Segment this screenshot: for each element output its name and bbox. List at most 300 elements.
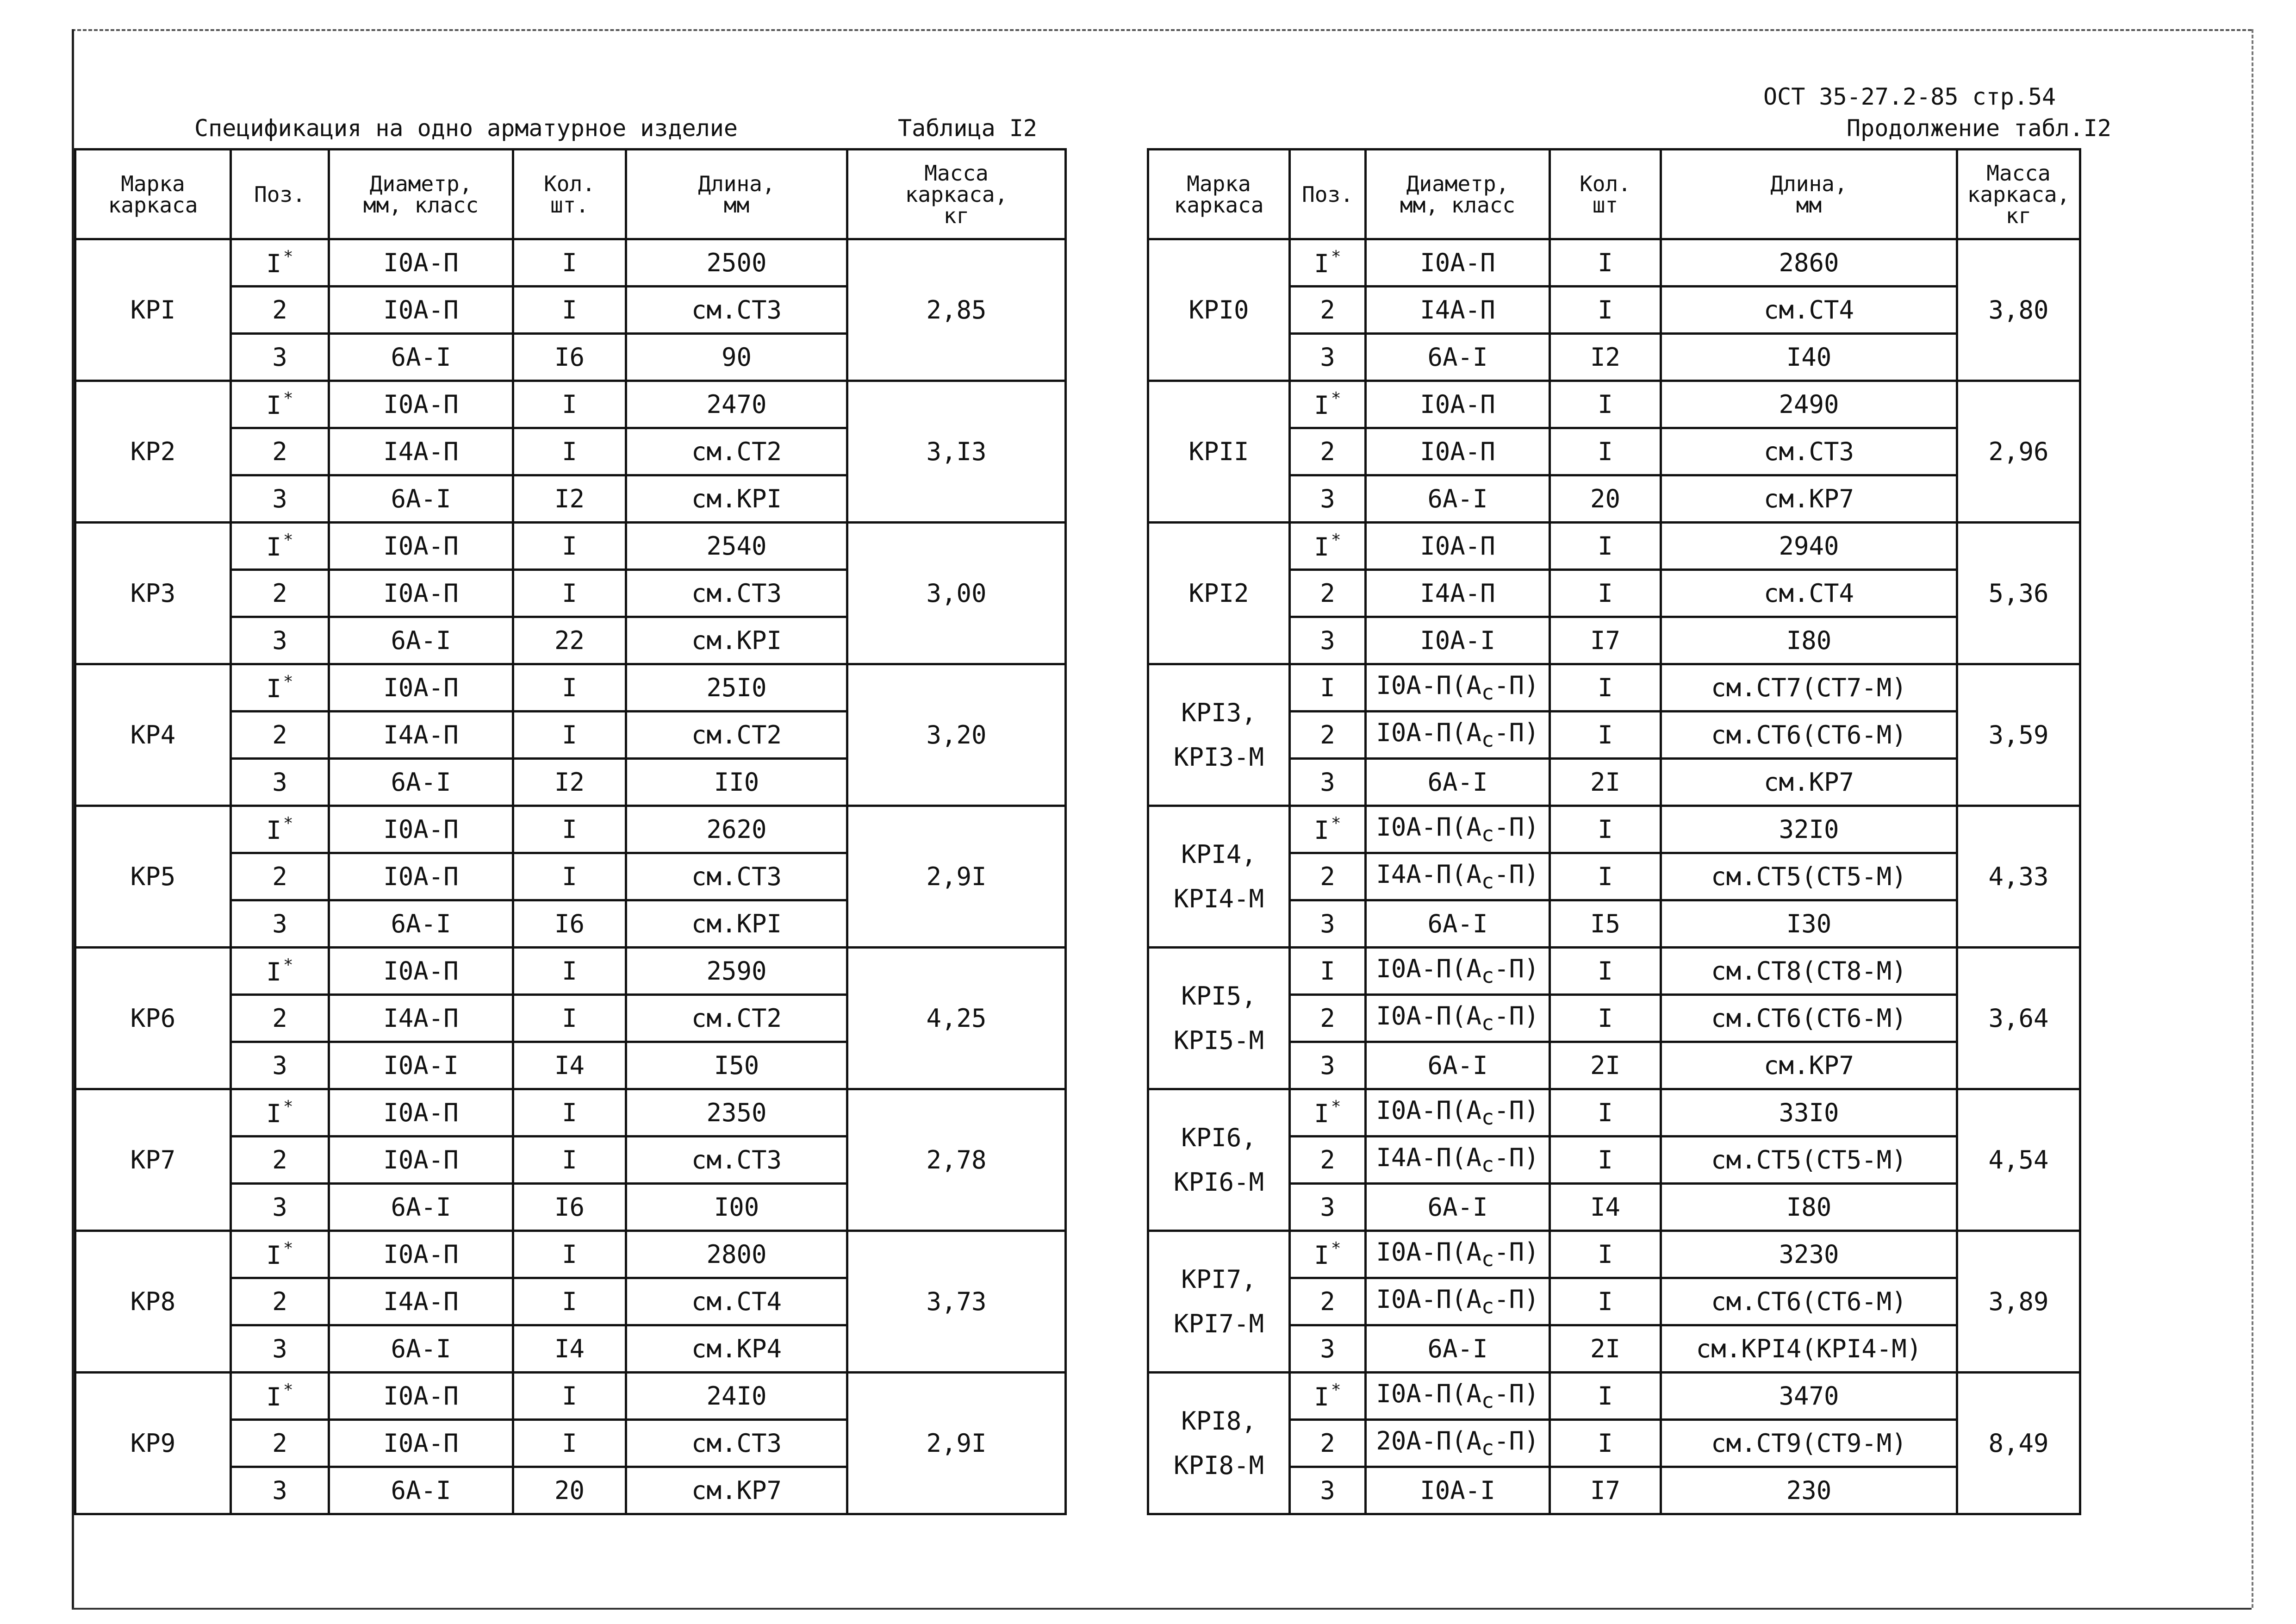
- diameter-class: I0А-П: [383, 1381, 459, 1411]
- diameter-class: I0А-П: [383, 248, 459, 277]
- length-cell: см.КРI: [626, 617, 847, 664]
- diameter-class: I0А-П(А: [1376, 1237, 1481, 1267]
- quantity-cell: I7: [1550, 1467, 1661, 1514]
- diameter-class: 6А-I: [391, 1334, 451, 1363]
- diameter-class-cell: [329, 523, 513, 570]
- position-number: I: [266, 1241, 281, 1270]
- quantity-cell: I: [1550, 1278, 1661, 1325]
- diameter-class: 20А-П(А: [1376, 1426, 1481, 1456]
- position-cell: [1290, 1089, 1366, 1137]
- col-header-mass: Масса каркаса, кг: [1957, 150, 2080, 239]
- frame-right-border: [2252, 29, 2253, 1608]
- position-cell: [231, 1089, 329, 1137]
- table-row: [1148, 664, 2080, 712]
- diameter-class: I0А-I: [1420, 626, 1495, 655]
- length-cell: 230: [1661, 1467, 1957, 1514]
- position-number: I: [1314, 816, 1329, 845]
- position-number: 2: [272, 1287, 287, 1316]
- table-row: [75, 1231, 1066, 1278]
- quantity-cell: I: [1550, 1420, 1661, 1467]
- diameter-class-tail: -П): [1494, 1285, 1539, 1314]
- frame-mark-label: КРI0: [1188, 295, 1249, 325]
- position-number: I: [266, 1382, 281, 1412]
- diameter-class: 6А-I: [391, 1476, 451, 1505]
- diameter-class: I4А-П: [383, 1004, 459, 1033]
- position-cell: [1290, 475, 1366, 523]
- position-number: I: [1314, 1241, 1329, 1270]
- frame-mass-cell: 3,73: [847, 1231, 1066, 1373]
- frame-mark-cell: [75, 1231, 231, 1373]
- position-cell: [231, 239, 329, 287]
- quantity-cell: I2: [1550, 334, 1661, 381]
- diameter-class-cell: [329, 428, 513, 475]
- diameter-class-tail: -П): [1494, 860, 1539, 889]
- length-cell: см.СТ3: [626, 1137, 847, 1184]
- position-number: I: [1320, 673, 1335, 702]
- length-cell: 90: [626, 334, 847, 381]
- length-cell: II0: [626, 759, 847, 806]
- position-number: 2: [272, 1145, 287, 1174]
- position-cell: [231, 664, 329, 712]
- position-number: 3: [1320, 484, 1335, 513]
- document-reference: ОСТ 35-27.2-85 стр.54: [1763, 83, 2056, 110]
- frame-mark-label: КР4: [130, 720, 176, 750]
- position-number: 2: [272, 437, 287, 466]
- diameter-class-cell: [329, 900, 513, 948]
- length-cell: I80: [1661, 1184, 1957, 1231]
- position-number: 2: [272, 1429, 287, 1458]
- steel-class-subscript: с: [1481, 1388, 1494, 1413]
- diameter-class: I0А-I: [383, 1051, 459, 1080]
- length-cell: 2590: [626, 948, 847, 995]
- col-header-mass: Масса каркаса, кг: [847, 150, 1066, 239]
- quantity-cell: I: [513, 1137, 626, 1184]
- col-header-pos: Поз.: [1290, 150, 1366, 239]
- steel-class-subscript: с: [1481, 1010, 1494, 1035]
- diameter-class-cell: [1366, 1042, 1550, 1089]
- length-cell: см.СТ2: [626, 712, 847, 759]
- diameter-class: 6А-I: [391, 484, 451, 513]
- frame-mass-cell: 3,80: [1957, 239, 2080, 381]
- frame-mass-cell: 4,54: [1957, 1089, 2080, 1231]
- diameter-class-cell: [1366, 900, 1550, 948]
- frame-mark-label: КР2: [130, 437, 176, 466]
- length-cell: см.КР7: [1661, 759, 1957, 806]
- position-number: I: [1314, 1099, 1329, 1128]
- frame-mark-label: КРI4,: [1181, 839, 1257, 869]
- frame-top-border: [72, 29, 2252, 31]
- spec-table-left: [74, 148, 1067, 1515]
- position-cell: [1290, 948, 1366, 995]
- position-cell: [1290, 900, 1366, 948]
- frame-mark-cell: [75, 1373, 231, 1514]
- quantity-cell: I6: [513, 334, 626, 381]
- diameter-class-cell: [1366, 1278, 1550, 1325]
- diameter-class: I4А-П: [383, 720, 459, 750]
- frame-mass-cell: 2,96: [1957, 381, 2080, 523]
- diameter-class: I0А-П(А: [1376, 1379, 1481, 1409]
- diameter-class: I0А-П(А: [1376, 671, 1481, 700]
- position-cell: [231, 1467, 329, 1514]
- position-number: 3: [272, 626, 287, 655]
- quantity-cell: I: [513, 995, 626, 1042]
- position-number: 2: [1320, 1004, 1335, 1033]
- diameter-class: I0А-П(А: [1376, 812, 1481, 842]
- quantity-cell: I: [1550, 1137, 1661, 1184]
- length-cell: см.КРI4(КРI4-М): [1661, 1325, 1957, 1373]
- frame-mark-label: КРI6,: [1181, 1123, 1257, 1152]
- diameter-class-cell: [329, 287, 513, 334]
- quantity-cell: I: [1550, 1373, 1661, 1420]
- diameter-class-cell: [329, 853, 513, 900]
- diameter-class-cell: [1366, 381, 1550, 428]
- position-number: I: [266, 532, 281, 562]
- diameter-class: 6А-I: [1427, 484, 1488, 513]
- frame-mass-cell: 2,9I: [847, 1373, 1066, 1514]
- quantity-cell: I: [513, 570, 626, 617]
- diameter-class: I0А-П: [383, 956, 459, 986]
- left-table-title: Спецификация на одно арматурное изделие: [194, 115, 738, 142]
- position-cell: [231, 1420, 329, 1467]
- position-cell: [1290, 806, 1366, 853]
- diameter-class-tail: -П): [1494, 1143, 1539, 1173]
- frame-mark-cell: [1148, 1373, 1290, 1514]
- position-number: 3: [1320, 1051, 1335, 1080]
- diameter-class-cell: [329, 1137, 513, 1184]
- position-cell: [1290, 1184, 1366, 1231]
- position-cell: [1290, 1325, 1366, 1373]
- right-table-body: [1148, 239, 2080, 1514]
- col-header-mark: Марка каркаса: [75, 150, 231, 239]
- length-cell: 2860: [1661, 239, 1957, 287]
- length-cell: см.СТ5(СТ5-М): [1661, 853, 1957, 900]
- length-cell: 25I0: [626, 664, 847, 712]
- length-cell: см.КР7: [1661, 1042, 1957, 1089]
- steel-class-subscript: с: [1481, 868, 1494, 893]
- position-number: 2: [1320, 1429, 1335, 1458]
- diameter-class: I0А-П(А: [1376, 1096, 1481, 1125]
- diameter-class-cell: [329, 475, 513, 523]
- position-cell: [1290, 664, 1366, 712]
- asterisk-mark: *: [1331, 1239, 1341, 1258]
- table-row: [1148, 1089, 2080, 1137]
- diameter-class-cell: [1366, 806, 1550, 853]
- length-cell: I80: [1661, 617, 1957, 664]
- table-row: [1148, 523, 2080, 570]
- position-cell: [231, 1373, 329, 1420]
- quantity-cell: 2I: [1550, 759, 1661, 806]
- diameter-class: I0А-П: [383, 815, 459, 844]
- table-row: [1148, 806, 2080, 853]
- steel-class-subscript: с: [1481, 963, 1494, 988]
- quantity-cell: I2: [513, 759, 626, 806]
- quantity-cell: I: [1550, 428, 1661, 475]
- diameter-class-cell: [1366, 428, 1550, 475]
- diameter-class: I0А-П: [383, 531, 459, 561]
- position-cell: [1290, 381, 1366, 428]
- steel-class-subscript: с: [1481, 1152, 1494, 1177]
- diameter-class-tail: -П): [1494, 718, 1539, 748]
- diameter-class-cell: [329, 570, 513, 617]
- diameter-class-cell: [1366, 239, 1550, 287]
- frame-mark-cell: [1148, 239, 1290, 381]
- position-cell: [1290, 334, 1366, 381]
- asterisk-mark: *: [1331, 814, 1341, 833]
- asterisk-mark: *: [283, 672, 293, 691]
- diameter-class-tail: -П): [1494, 1426, 1539, 1456]
- diameter-class-tail: -П): [1494, 1379, 1539, 1409]
- diameter-class: I4А-П(А: [1376, 860, 1481, 889]
- diameter-class-cell: [1366, 287, 1550, 334]
- position-number: 2: [1320, 437, 1335, 466]
- quantity-cell: I: [513, 1231, 626, 1278]
- frame-bottom-border: [72, 1608, 2252, 1610]
- position-number: 3: [272, 768, 287, 797]
- diameter-class-tail: -П): [1494, 671, 1539, 700]
- length-cell: 33I0: [1661, 1089, 1957, 1137]
- diameter-class: 6А-I: [391, 343, 451, 372]
- diameter-class: I0А-П: [383, 1145, 459, 1174]
- position-number: I: [1314, 1382, 1329, 1412]
- quantity-cell: 22: [513, 617, 626, 664]
- diameter-class-cell: [329, 759, 513, 806]
- right-table-label: Продолжение табл.I2: [1847, 115, 2111, 142]
- quantity-cell: I4: [513, 1325, 626, 1373]
- diameter-class-cell: [1366, 523, 1550, 570]
- diameter-class: 6А-I: [1427, 909, 1488, 938]
- quantity-cell: I: [513, 1373, 626, 1420]
- frame-mark-label: КР6: [130, 1003, 176, 1033]
- quantity-cell: I: [1550, 664, 1661, 712]
- diameter-class-cell: [1366, 1467, 1550, 1514]
- position-cell: [231, 948, 329, 995]
- length-cell: I50: [626, 1042, 847, 1089]
- quantity-cell: I: [513, 948, 626, 995]
- frame-mass-cell: 2,85: [847, 239, 1066, 381]
- length-cell: см.СТ6(СТ6-М): [1661, 712, 1957, 759]
- diameter-class-cell: [329, 664, 513, 712]
- asterisk-mark: *: [283, 1239, 293, 1258]
- diameter-class-tail: -П): [1494, 1096, 1539, 1125]
- position-cell: [231, 523, 329, 570]
- position-cell: [231, 1137, 329, 1184]
- quantity-cell: I: [1550, 806, 1661, 853]
- diameter-class: I0А-П: [383, 579, 459, 608]
- diameter-class-cell: [329, 1420, 513, 1467]
- frame-mass-cell: 3,59: [1957, 664, 2080, 806]
- position-cell: [1290, 239, 1366, 287]
- frame-mass-cell: 4,33: [1957, 806, 2080, 948]
- diameter-class: 6А-I: [1427, 343, 1488, 372]
- asterisk-mark: *: [283, 247, 293, 266]
- diameter-class: I0А-П: [383, 1429, 459, 1458]
- frame-mark-cell: [1148, 381, 1290, 523]
- diameter-class-cell: [329, 948, 513, 995]
- spec-table-right: [1147, 148, 2081, 1515]
- diameter-class-cell: [1366, 475, 1550, 523]
- frame-mass-cell: 5,36: [1957, 523, 2080, 664]
- quantity-cell: I: [513, 806, 626, 853]
- quantity-cell: 20: [513, 1467, 626, 1514]
- position-cell: [231, 1278, 329, 1325]
- quantity-cell: I: [513, 853, 626, 900]
- frame-mark-cell: [75, 523, 231, 664]
- diameter-class-tail: -П): [1494, 1001, 1539, 1031]
- frame-mass-cell: 3,I3: [847, 381, 1066, 523]
- position-number: 3: [272, 484, 287, 513]
- diameter-class: I0А-П: [383, 1098, 459, 1127]
- diameter-class-cell: [1366, 1137, 1550, 1184]
- diameter-class-cell: [329, 334, 513, 381]
- diameter-class: I0А-П: [1420, 437, 1495, 466]
- position-number: 2: [1320, 720, 1335, 750]
- position-cell: [1290, 428, 1366, 475]
- position-number: 2: [272, 579, 287, 608]
- length-cell: см.СТ5(СТ5-М): [1661, 1137, 1957, 1184]
- position-number: I: [1314, 391, 1329, 420]
- quantity-cell: I: [513, 287, 626, 334]
- col-header-diameter: Диаметр, мм, класс: [1366, 150, 1550, 239]
- diameter-class-cell: [329, 1231, 513, 1278]
- diameter-class-cell: [329, 995, 513, 1042]
- quantity-cell: I: [1550, 948, 1661, 995]
- diameter-class-cell: [1366, 1231, 1550, 1278]
- position-cell: [1290, 523, 1366, 570]
- position-cell: [231, 428, 329, 475]
- frame-mass-cell: 3,64: [1957, 948, 2080, 1089]
- frame-mark-label: КРII: [1188, 437, 1249, 466]
- quantity-cell: I2: [513, 475, 626, 523]
- diameter-class-cell: [1366, 1089, 1550, 1137]
- frame-mark-label: КРI5-М: [1173, 1025, 1264, 1055]
- length-cell: 24I0: [626, 1373, 847, 1420]
- length-cell: I30: [1661, 900, 1957, 948]
- table-header-row: [1148, 150, 2080, 239]
- quantity-cell: I: [513, 664, 626, 712]
- diameter-class-cell: [329, 712, 513, 759]
- length-cell: 2800: [626, 1231, 847, 1278]
- position-cell: [231, 475, 329, 523]
- length-cell: 2490: [1661, 381, 1957, 428]
- frame-mass-cell: 3,20: [847, 664, 1066, 806]
- length-cell: см.КР4: [626, 1325, 847, 1373]
- diameter-class-tail: -П): [1494, 954, 1539, 984]
- quantity-cell: I6: [513, 900, 626, 948]
- position-cell: [231, 617, 329, 664]
- position-number: 2: [272, 295, 287, 325]
- position-number: 3: [272, 1476, 287, 1505]
- diameter-class: 6А-I: [391, 909, 451, 938]
- position-number: I: [266, 816, 281, 845]
- asterisk-mark: *: [283, 956, 293, 974]
- quantity-cell: I5: [1550, 900, 1661, 948]
- length-cell: 2620: [626, 806, 847, 853]
- position-number: 2: [272, 1004, 287, 1033]
- table-row: [75, 806, 1066, 853]
- diameter-class-tail: -П): [1494, 812, 1539, 842]
- frame-mass-cell: 3,00: [847, 523, 1066, 664]
- diameter-class-cell: [1366, 664, 1550, 712]
- col-header-quantity: Кол. шт.: [513, 150, 626, 239]
- length-cell: см.СТ4: [626, 1278, 847, 1325]
- diameter-class-cell: [329, 1184, 513, 1231]
- position-number: 3: [1320, 909, 1335, 938]
- col-header-length: Длина, мм: [626, 150, 847, 239]
- diameter-class: I0А-П(А: [1376, 718, 1481, 748]
- length-cell: см.КРI: [626, 475, 847, 523]
- asterisk-mark: *: [283, 531, 293, 550]
- table-row: [75, 1089, 1066, 1137]
- quantity-cell: I: [1550, 523, 1661, 570]
- frame-mark-cell: [1148, 948, 1290, 1089]
- quantity-cell: I: [1550, 287, 1661, 334]
- position-number: 3: [1320, 343, 1335, 372]
- diameter-class-cell: [329, 1278, 513, 1325]
- position-number: 2: [1320, 1145, 1335, 1174]
- asterisk-mark: *: [283, 814, 293, 833]
- length-cell: см.СТ4: [1661, 287, 1957, 334]
- position-number: I: [1320, 956, 1335, 986]
- position-cell: [231, 334, 329, 381]
- position-cell: [231, 1184, 329, 1231]
- position-cell: [231, 570, 329, 617]
- frame-mark-label: КРI7-М: [1173, 1309, 1264, 1338]
- length-cell: 32I0: [1661, 806, 1957, 853]
- position-cell: [1290, 1467, 1366, 1514]
- quantity-cell: I: [1550, 239, 1661, 287]
- col-header-diameter: Диаметр, мм, класс: [329, 150, 513, 239]
- frame-mark-label: КРI7,: [1181, 1264, 1257, 1294]
- diameter-class-cell: [1366, 570, 1550, 617]
- asterisk-mark: *: [1331, 1380, 1341, 1399]
- steel-class-subscript: с: [1481, 727, 1494, 752]
- frame-mass-cell: 8,49: [1957, 1373, 2080, 1514]
- length-cell: 2940: [1661, 523, 1957, 570]
- length-cell: см.КРI: [626, 900, 847, 948]
- length-cell: I00: [626, 1184, 847, 1231]
- position-number: 2: [1320, 1287, 1335, 1316]
- table-row: [75, 523, 1066, 570]
- steel-class-subscript: с: [1481, 1105, 1494, 1130]
- position-cell: [231, 287, 329, 334]
- position-cell: [1290, 1042, 1366, 1089]
- position-cell: [231, 853, 329, 900]
- steel-class-subscript: с: [1481, 1293, 1494, 1318]
- position-cell: [1290, 1137, 1366, 1184]
- diameter-class: I0А-П: [383, 295, 459, 325]
- asterisk-mark: *: [1331, 389, 1341, 408]
- frame-mark-cell: [1148, 523, 1290, 664]
- table-row: [75, 381, 1066, 428]
- diameter-class: 6А-I: [391, 768, 451, 797]
- table-header-row: [75, 150, 1066, 239]
- frame-mass-cell: 2,9I: [847, 806, 1066, 948]
- frame-mark-label: КРI: [130, 295, 176, 325]
- quantity-cell: I: [513, 1089, 626, 1137]
- position-cell: [231, 381, 329, 428]
- position-number: I: [266, 957, 281, 987]
- length-cell: см.СТ9(СТ9-М): [1661, 1420, 1957, 1467]
- frame-mark-label: КРI3-М: [1173, 742, 1264, 772]
- quantity-cell: I: [1550, 712, 1661, 759]
- diameter-class-cell: [1366, 853, 1550, 900]
- length-cell: 2350: [626, 1089, 847, 1137]
- quantity-cell: I4: [1550, 1184, 1661, 1231]
- quantity-cell: I6: [513, 1184, 626, 1231]
- position-number: 3: [272, 343, 287, 372]
- position-cell: [231, 1231, 329, 1278]
- table-row: [75, 664, 1066, 712]
